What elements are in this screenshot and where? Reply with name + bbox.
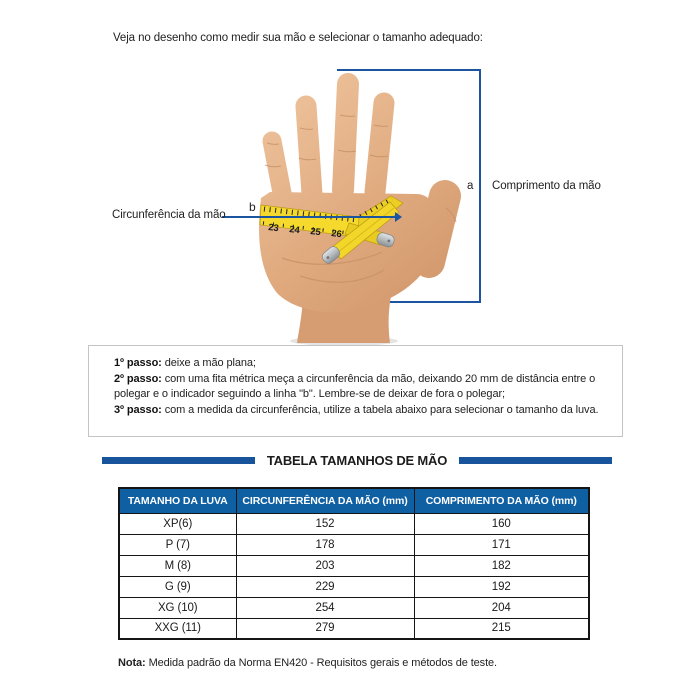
step-label: 3º passo: (114, 403, 162, 416)
step-label: 2º passo: (114, 372, 162, 385)
table-cell: 229 (236, 576, 414, 597)
table-cell: 182 (414, 555, 589, 576)
length-letter: a (467, 180, 474, 192)
tape-number: 23 (267, 222, 280, 235)
table-cell: 215 (414, 618, 589, 639)
step-text: com a medida da circunferência, utilize a tabela abaixo para selecionar o tamanho da luva. (161, 403, 599, 416)
table-cell: 192 (414, 576, 589, 597)
table-header-cell: TAMANHO DA LUVA (119, 488, 236, 513)
intro-text: Veja no desenho como medir sua mão e selecionar o tamanho adequado: (113, 32, 483, 44)
tape-number: 25 (309, 226, 322, 239)
index-finger (375, 103, 384, 192)
title-bar-left (102, 457, 255, 464)
circumference-label: Circunferência da mão (112, 209, 226, 221)
table-cell: G (9) (119, 576, 236, 597)
table-cell: 203 (236, 555, 414, 576)
step (114, 372, 606, 403)
table-cell: XG (10) (119, 597, 236, 618)
note-label: Nota: (118, 657, 146, 669)
step-text: deixe a mão plana; (161, 357, 256, 369)
table-header-cell: COMPRIMENTO DA MÃO (mm) (414, 488, 589, 513)
middle-finger (343, 84, 348, 190)
table-title: TABELA TAMANHOS DE MÃO (266, 452, 448, 468)
table-header-cell: CIRCUNFERÊNCIA DA MÃO (mm) (236, 488, 414, 513)
table-row (119, 618, 589, 639)
tape-number: 26 (330, 228, 343, 241)
table-cell: 204 (414, 597, 589, 618)
table-cell: 171 (414, 534, 589, 555)
table-cell: 279 (236, 618, 414, 639)
step (114, 403, 606, 419)
step-text: com uma fita métrica meça a circunferência da mão, deixando 20 mm de distância entre o polegar e o indicador seguindo a linha "b". Lembre-se de deixar de fora o polegar; (114, 372, 596, 400)
table-row (119, 513, 589, 534)
table-cell: XXG (11) (119, 618, 236, 639)
title-bar-right (459, 457, 612, 464)
table-cell: 254 (236, 597, 414, 618)
hand-with-tape-illustration (230, 55, 485, 345)
table-row (119, 534, 589, 555)
size-table (118, 487, 590, 640)
table-cell: 178 (236, 534, 414, 555)
table-header-row (119, 488, 589, 513)
length-label: Comprimento da mão (492, 180, 601, 192)
steps-box (88, 345, 623, 437)
circumference-line-arrow (395, 212, 402, 222)
thumb (429, 196, 445, 262)
tape-number: 24 (288, 224, 301, 237)
table-cell: 160 (414, 513, 589, 534)
note-body: Medida padrão da Norma EN420 - Requisitos gerais e métodos de teste. (145, 657, 498, 669)
table-row (119, 555, 589, 576)
circumference-line (222, 216, 396, 218)
table-row (119, 576, 589, 597)
note-text (118, 657, 497, 669)
circumference-letter: b (249, 200, 256, 214)
table-cell: M (8) (119, 555, 236, 576)
table-cell: XP(6) (119, 513, 236, 534)
ring-finger (306, 106, 312, 194)
pinky-finger (272, 141, 283, 198)
table-cell: 152 (236, 513, 414, 534)
step (114, 356, 606, 372)
table-row (119, 597, 589, 618)
table-cell: P (7) (119, 534, 236, 555)
step-label: 1º passo: (114, 357, 162, 369)
table-title-row (102, 451, 612, 469)
